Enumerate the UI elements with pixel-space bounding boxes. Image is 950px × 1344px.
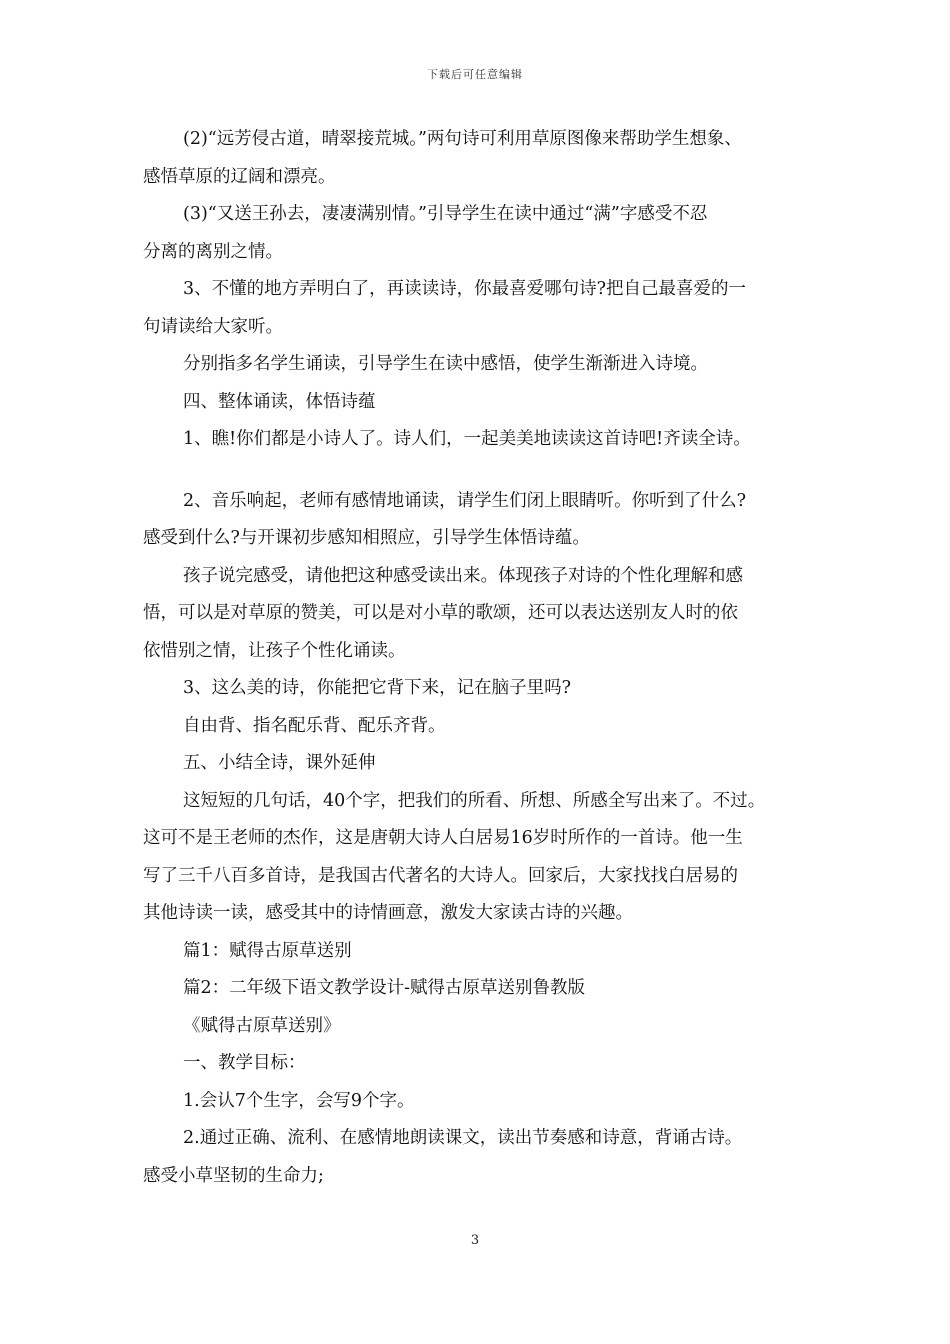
- section-heading: 五、小结全诗，课外延伸: [183, 753, 376, 773]
- paragraph-line: 感受到什么?与开课初步感知相照应，引导学生体悟诗蕴。: [143, 528, 590, 548]
- blank-line: [143, 459, 813, 483]
- paragraph-line: 分离的离别之情。: [143, 241, 283, 262]
- section-heading: 四、整体诵读，体悟诗蕴: [183, 391, 376, 412]
- paragraph-line: 2.通过正确、流利、在感情地朗读课文，读出节奏感和诗意，背诵古诗。: [183, 1128, 743, 1148]
- page-number: 3: [470, 1233, 480, 1248]
- paragraph-line: 写了三千八百多首诗，是我国古代著名的大诗人。回家后，大家找找白居易的: [143, 865, 738, 886]
- paragraph-line: 1、瞧!你们都是小诗人了。诗人们，一起美美地读读这首诗吧!齐读全诗。: [183, 429, 751, 449]
- paragraph-line: 1.会认7个生字，会写9个字。: [183, 1090, 415, 1111]
- paragraph-line: 这可不是王老师的杰作，这是唐朝大诗人白居易16岁时所作的一首诗。他一生: [143, 828, 743, 848]
- paragraph-line: 依惜别之情，让孩子个性化诵读。: [143, 640, 406, 661]
- paragraph-line: 3、这么美的诗，你能把它背下来，记在脑子里吗?: [183, 678, 572, 698]
- paragraph-line: 篇1：赋得古原草送别: [183, 940, 352, 961]
- paragraph-line: 分别指多名学生诵读，引导学生在读中感悟，使学生渐渐进入诗境。: [183, 354, 708, 374]
- paragraph-line: 句请读给大家听。: [143, 316, 283, 337]
- paragraph-line: 篇2：二年级下语文教学设计-赋得古原草送别鲁教版: [183, 978, 586, 998]
- paragraph-line: 自由背、指名配乐背、配乐齐背。: [183, 715, 446, 736]
- paragraph-line: 2、音乐响起，老师有感情地诵读，请学生们闭上眼睛听。你听到了什么?: [183, 490, 747, 511]
- paragraph-line: 其他诗读一读，感受其中的诗情画意，激发大家读古诗的兴趣。: [143, 903, 633, 923]
- paragraph-line: (2)“远芳侵古道，晴翠接荒城。”两句诗可利用草原图像来帮助学生想象、: [183, 129, 742, 149]
- section-heading: 一、教学目标：: [183, 1053, 306, 1073]
- paragraph-line: (3)“又送王孙去，凄凄满别情。”引导学生在读中通过“满”字感受不忍: [183, 204, 708, 224]
- paragraph-line: 悟，可以是对草原的赞美，可以是对小草的歌颂，还可以表达送别友人时的依: [143, 603, 738, 623]
- paragraph-line: 3、不懂的地方弄明白了，再读读诗，你最喜爱哪句诗?把自己最喜爱的一: [183, 279, 747, 299]
- page-header: 下载后可任意编辑: [427, 68, 523, 81]
- paragraph-line: 这短短的几句话，40个字，把我们的所看、所想、所感全写出来了。不过。: [183, 790, 766, 811]
- paragraph-line: 感悟草原的辽阔和漂亮。: [143, 166, 336, 187]
- paragraph-line: 感受小草坚韧的生命力;: [143, 1165, 324, 1186]
- paragraph-line: 《赋得古原草送别》: [183, 1015, 341, 1036]
- document-body: [143, 121, 813, 1195]
- paragraph-line: 孩子说完感受，请他把这种感受读出来。体现孩子对诗的个性化理解和感: [183, 565, 743, 586]
